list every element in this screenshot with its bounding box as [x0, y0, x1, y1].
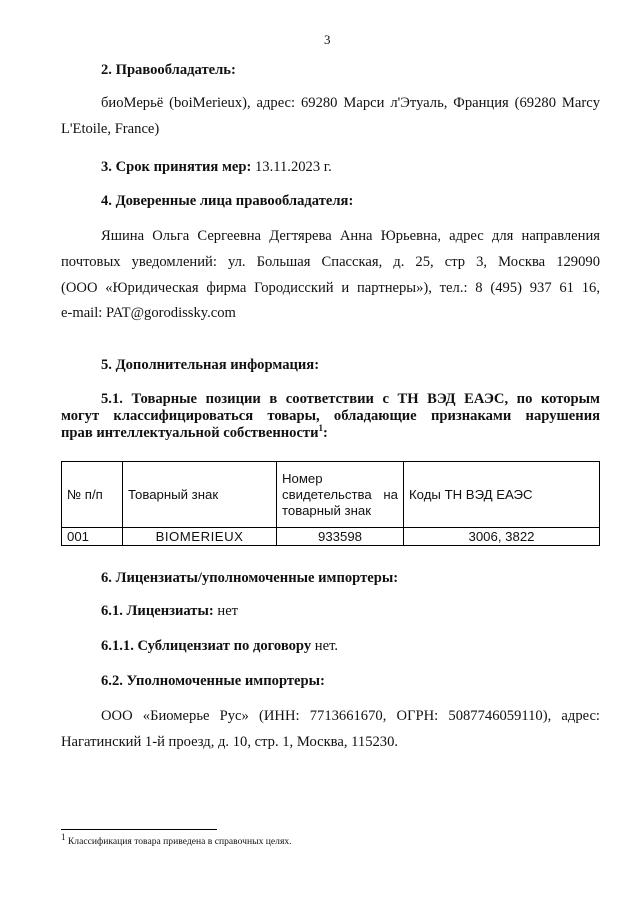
header-mark: Товарный знак — [123, 462, 277, 528]
section-3-line — [101, 159, 332, 176]
cell-mark: BIOMERIEUX — [123, 528, 277, 546]
section-5-1-line-3 — [61, 425, 328, 442]
trustees-line-3: (ООО «Юридическая фирма Городисский и партнеры»), тел.: 8 (495) 937 61 16, — [61, 280, 600, 296]
table-header-row — [62, 462, 600, 528]
section-6-1-1-label: 6.1.1. Сублицензиат по договору — [101, 638, 312, 654]
section-3-date: 13.11.2023 г. — [251, 159, 332, 175]
header-codes: Коды ТН ВЭД ЕАЭС — [404, 462, 600, 528]
rightholder-line-2: L'Etoile, France) — [61, 121, 160, 137]
footnote-ref: 1 — [318, 423, 323, 434]
section-5-1-line-1: 5.1. Товарные позиции в соответствии с ТН ВЭД ЕАЭС, по которым — [101, 391, 600, 407]
section-6-1-1-value: нет. — [311, 638, 339, 654]
cell-codes: 3006, 3822 — [404, 528, 600, 546]
importer-line-2: Нагатинский 1-й проезд, д. 10, стр. 1, Москва, 115230. — [61, 734, 399, 750]
trustees-line-2: почтовых уведомлений: ул. Большая Спасская, д. 25, стр 3, Москва 129090 — [61, 254, 600, 270]
section-5-1-colon: : — [323, 425, 328, 441]
section-6-2-heading: 6.2. Уполномоченные импортеры: — [101, 673, 325, 689]
section-6-1-label: 6.1. Лицензиаты: — [101, 603, 214, 619]
page-number: 3 — [324, 32, 331, 47]
header-num: № п/п — [62, 462, 123, 528]
cell-num: 001 — [62, 528, 123, 546]
section-6-1-value: нет — [213, 603, 239, 619]
trustees-email: e-mail: PAT@gorodissky.com — [61, 305, 236, 321]
footnote-text: Классификация товара приведена в справочных целях. — [65, 836, 292, 847]
footnote-mark: 1 — [61, 831, 66, 842]
section-2-heading: 2. Правообладатель: — [101, 62, 236, 78]
section-6-1-1-line — [101, 638, 338, 655]
footnote — [61, 831, 292, 847]
importer-line-1: ООО «Биомерье Рус» (ИНН: 7713661670, ОГРН: 5087746059110), адрес: — [101, 708, 600, 724]
section-5-1-text: прав интеллектуальной собственности — [61, 425, 319, 441]
table-row — [62, 528, 600, 546]
header-cert: Номер свидетельства на товарный знак — [277, 462, 404, 528]
section-4-heading: 4. Доверенные лица правообладателя: — [101, 193, 354, 209]
section-6-heading: 6. Лицензиаты/уполномоченные импортеры: — [101, 570, 399, 586]
cell-cert: 933598 — [277, 528, 404, 546]
trustees-line-1: Яшина Ольга Сергеевна Дегтярева Анна Юрьевна, адрес для направления — [101, 228, 600, 244]
section-6-1-line — [101, 603, 238, 620]
rightholder-line-1: биоМерьё (boiMerieux), адрес: 69280 Марси л'Этуаль, Франция (69280 Marcy — [101, 95, 600, 111]
section-5-1-line-2: могут классифицироваться товары, обладающие признаками нарушения — [61, 408, 600, 424]
section-3-label: 3. Срок принятия мер: — [101, 159, 252, 175]
section-5-heading: 5. Дополнительная информация: — [101, 357, 320, 373]
trademark-table — [61, 461, 600, 546]
footnote-divider — [61, 829, 217, 830]
